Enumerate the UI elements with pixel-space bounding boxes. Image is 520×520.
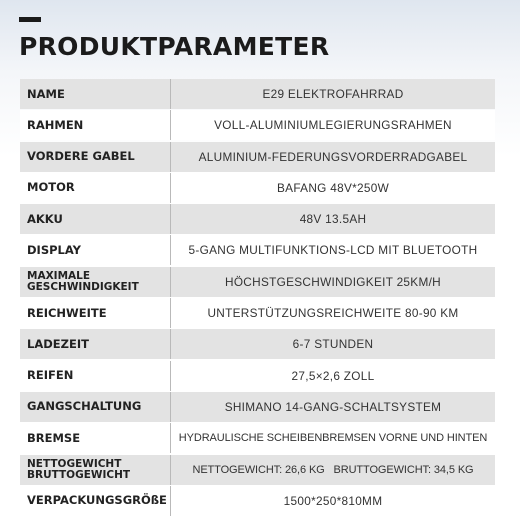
spec-row-front-fork xyxy=(20,142,495,172)
spec-value: E29 ELEKTROFAHRRAD xyxy=(262,87,404,101)
page-title: PRODUKTPARAMETER xyxy=(19,32,330,61)
spec-label-line: BRUTTOGEWICHT xyxy=(27,468,131,481)
spec-label: RAHMEN xyxy=(27,117,84,132)
spec-label: NAME xyxy=(27,86,65,101)
spec-row-gears xyxy=(20,392,495,422)
spec-value: 5-GANG MULTIFUNKTIONS-LCD MIT BLUETOOTH xyxy=(188,243,478,258)
spec-label: AKKU xyxy=(27,211,63,226)
spec-value: 48V 13.5AH xyxy=(299,212,367,227)
spec-value: UNTERSTÜTZUNGSREICHWEITE 80-90 KM xyxy=(207,306,459,321)
spec-label: REICHWEITE xyxy=(27,305,107,320)
spec-label: VERPACKUNGSGRÖßE xyxy=(27,493,167,508)
spec-value: HYDRAULISCHE SCHEIBENBREMSEN VORNE UND HINTEN xyxy=(178,432,488,445)
title-accent-bar xyxy=(19,17,41,22)
spec-value: 1500*250*810MM xyxy=(283,493,383,508)
spec-label: GANGSCHALTUNG xyxy=(27,399,142,414)
spec-row-frame xyxy=(20,110,495,140)
spec-value: NETTOGEWICHT: 26,6 KG BRUTTOGEWICHT: 34,5 KG xyxy=(192,463,474,476)
spec-value: 6-7 STUNDEN xyxy=(292,337,374,352)
spec-row-battery xyxy=(20,204,495,234)
spec-label: LADEZEIT xyxy=(27,336,89,351)
spec-label: MOTOR xyxy=(27,180,75,195)
spec-label-line: NETTOGEWICHT xyxy=(27,457,122,470)
spec-label xyxy=(20,455,170,485)
spec-label: DISPLAY xyxy=(27,242,81,257)
spec-row-weight xyxy=(20,455,495,485)
spec-table xyxy=(20,79,495,517)
spec-row-package-size xyxy=(20,486,495,516)
spec-row-brake xyxy=(20,423,495,453)
spec-label: BREMSE xyxy=(27,430,81,445)
spec-value: 27,5×2,6 ZOLL xyxy=(291,368,375,383)
spec-label xyxy=(20,267,170,297)
spec-row-charging-time xyxy=(20,329,495,359)
spec-row-range xyxy=(20,298,495,328)
spec-row-max-speed xyxy=(20,267,495,297)
spec-row-name xyxy=(20,79,495,109)
spec-row-display xyxy=(20,235,495,265)
spec-label-line: GESCHWINDIGKEIT xyxy=(27,280,139,293)
spec-label-line: MAXIMALE xyxy=(27,269,91,282)
spec-label: VORDERE GABEL xyxy=(27,149,135,164)
spec-row-tires xyxy=(20,361,495,391)
spec-value: SHIMANO 14-GANG-SCHALTSYSTEM xyxy=(224,399,442,414)
spec-row-motor xyxy=(20,173,495,203)
spec-value: BAFANG 48V*250W xyxy=(276,180,390,195)
spec-label: REIFEN xyxy=(27,368,74,383)
spec-value: ALUMINIUM-FEDERUNGSVORDERRADGABEL xyxy=(198,149,468,164)
spec-value: HÖCHSTGESCHWINDIGKEIT 25KM/H xyxy=(225,274,441,289)
spec-value: VOLL-ALUMINIUMLEGIERUNGSRAHMEN xyxy=(214,118,452,133)
